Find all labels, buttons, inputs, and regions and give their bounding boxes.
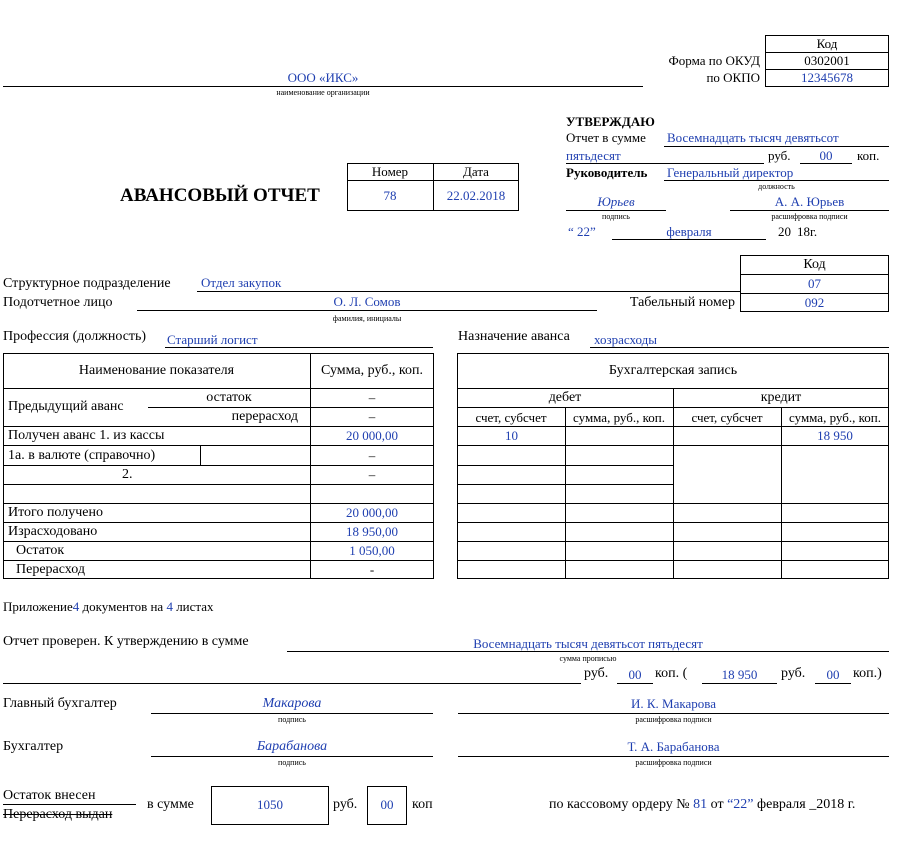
attachment-text-1: Приложение [3, 599, 73, 614]
accountant-name: Т. А. Барабанова [627, 739, 720, 754]
underline [458, 756, 889, 757]
order-text-2: от [710, 797, 724, 812]
name-caption: расшифровка подписи [771, 212, 848, 221]
okpo-label: по ОКПО [706, 70, 760, 85]
sum-words-1: Восемнадцать тысяч девятьсот [667, 130, 839, 145]
credit-amount-header: сумма, руб., коп. [789, 410, 881, 425]
order-day: “22” [727, 797, 754, 812]
tab-number: 092 [804, 295, 825, 310]
row-line [3, 503, 434, 504]
row2-label: 2. [122, 467, 133, 482]
ostatok-label: остаток [206, 390, 252, 405]
order-text-1: по кассовому ордеру № [549, 797, 690, 812]
underline [730, 210, 889, 211]
deposited-label: Остаток внесен [3, 788, 96, 803]
underline [617, 683, 653, 684]
sum-words-2: пятьдесят [566, 148, 621, 163]
sum-label: Отчет в сумме [566, 130, 646, 145]
credit-amount-value: 18 950 [817, 428, 853, 443]
underline [3, 683, 581, 684]
underline [815, 683, 851, 684]
accountant-label: Бухгалтер [3, 739, 64, 754]
attachment-docs-count: 4 [72, 599, 80, 614]
kop-label: коп. [857, 148, 880, 163]
underline [664, 180, 889, 181]
kop-value-2: 00 [826, 667, 840, 682]
approve-day: “ 22” [568, 224, 596, 239]
sign-caption: подпись [278, 715, 306, 724]
doc-number: 78 [383, 188, 397, 203]
order-year: _2018 г. [809, 797, 856, 812]
row-line [3, 445, 434, 446]
debit-amount-header: сумма, руб., коп. [573, 410, 665, 425]
overspend-label: Перерасход [16, 562, 85, 577]
row-line [3, 426, 434, 427]
underline [165, 347, 433, 348]
chief-signature: Макарова [262, 696, 322, 711]
kop-label-3: коп [412, 797, 433, 812]
debit-account-header: счет, субсчет [475, 410, 547, 425]
underline [3, 86, 643, 87]
row-line [148, 407, 434, 408]
underline [151, 756, 433, 757]
ostatok-value: – [368, 390, 376, 405]
row-line [3, 541, 434, 542]
accounting-title: Бухгалтерская запись [608, 363, 738, 378]
date-label: Дата [463, 164, 489, 179]
row-line [3, 560, 434, 561]
org-name: ООО «ИКС» [287, 70, 359, 85]
overspend-value: - [369, 562, 375, 577]
head-position: Генеральный директор [667, 165, 794, 180]
total-received-value: 20 000,00 [346, 505, 398, 520]
prev-advance-label: Предыдущий аванс [8, 399, 124, 414]
okud-label: Форма по ОКУД [668, 53, 760, 68]
sign-caption: подпись [278, 758, 306, 767]
divider [740, 274, 889, 275]
attachment-text-3: листах [176, 599, 214, 614]
pererashod-label: перерасход [231, 409, 298, 424]
purpose-value: хозрасходы [594, 332, 657, 347]
checked-words: Восемнадцать тысяч девятьсот пятьдесят [473, 636, 703, 651]
divider [740, 293, 889, 294]
number-label: Номер [371, 164, 409, 179]
checked-label: Отчет проверен. К утверждению в сумме [3, 634, 249, 649]
row-line [3, 484, 434, 485]
person-label: Подотчетное лицо [3, 295, 113, 310]
sum-value: 1050 [257, 797, 283, 812]
total-received-label: Итого получено [8, 505, 103, 520]
rub-label: руб. [768, 148, 791, 163]
underline [612, 239, 766, 240]
underline [800, 163, 852, 164]
order-month: февраля [757, 797, 806, 812]
underline [137, 310, 597, 311]
col-name-header: Наименование показателя [78, 363, 235, 378]
underline [664, 146, 889, 147]
currency-value: – [368, 448, 376, 463]
row-line [3, 465, 434, 466]
amount-figures: 18 950 [721, 667, 758, 682]
pererashod-value: – [368, 409, 376, 424]
issued-label: Перерасход выдан [3, 807, 113, 822]
rub-label-3: руб. [333, 797, 358, 812]
credit-account-header: счет, субсчет [691, 410, 763, 425]
kod-label-2: Код [803, 257, 826, 272]
document-title: АВАНСОВЫЙ ОТЧЕТ [120, 185, 320, 206]
attachment-sheets-count: 4 [166, 599, 173, 614]
division-label: Структурное подразделение [3, 276, 171, 291]
chief-label: Главный бухгалтер [3, 696, 117, 711]
rub-label-2: руб. [781, 666, 806, 681]
spent-value: 18 950,00 [346, 524, 398, 539]
underline [590, 347, 889, 348]
approve-title: УТВЕРЖДАЮ [566, 114, 655, 129]
head-label: Руководитель [566, 165, 648, 180]
name-caption: расшифровка подписи [635, 715, 712, 724]
doc-date: 22.02.2018 [446, 188, 506, 203]
attachment-text-2: документов на [82, 599, 164, 614]
approve-year-suffix: 18г. [797, 224, 818, 239]
accountant-signature: Барабанова [256, 739, 328, 754]
cell-divider [200, 445, 201, 465]
kop-label-2: коп.) [853, 666, 882, 681]
row2-value: – [368, 467, 376, 482]
words-caption: сумма прописью [559, 654, 617, 663]
division-value: Отдел закупок [201, 275, 282, 290]
approve-year-prefix: 20 [778, 224, 791, 239]
okud-value: 0302001 [804, 53, 850, 68]
rub-label-1: руб. [584, 666, 609, 681]
row-line [3, 388, 434, 389]
underline [566, 210, 666, 211]
order-line [549, 798, 855, 812]
remainder-value: 1 050,00 [349, 543, 395, 558]
underline [566, 163, 764, 164]
underline [3, 804, 136, 805]
person-name: О. Л. Сомов [333, 294, 401, 309]
name-caption: расшифровка подписи [635, 758, 712, 767]
underline [287, 651, 889, 652]
kop-label-1: коп. ( [655, 666, 688, 681]
col-sum-header: Сумма, руб., коп. [321, 363, 423, 378]
kod-label: Код [816, 36, 838, 51]
debit-header: дебет [548, 390, 582, 405]
head-name: А. А. Юрьев [774, 194, 845, 209]
division-code: 07 [808, 276, 821, 291]
in-sum-label: в сумме [147, 797, 194, 812]
chief-name: И. К. Макарова [630, 696, 716, 711]
underline [458, 713, 889, 714]
kop-value-1: 00 [628, 667, 642, 682]
purpose-label: Назначение аванса [458, 329, 570, 344]
attachment-line [3, 600, 214, 613]
kop-value-3: 00 [380, 797, 394, 812]
person-caption: фамилия, инициалы [332, 314, 402, 323]
underline [702, 683, 777, 684]
currency-label: 1а. в валюте (справочно) [8, 448, 156, 463]
okpo-value: 12345678 [801, 70, 853, 85]
kop-value: 00 [819, 148, 833, 163]
underline [151, 713, 433, 714]
row-line [3, 522, 434, 523]
profession-value: Старший логист [167, 332, 258, 347]
debit-account-value: 10 [505, 428, 518, 443]
remainder-label: Остаток [16, 543, 65, 558]
tab-label: Табельный номер [629, 295, 735, 310]
received-label: Получен аванс 1. из кассы [8, 428, 165, 443]
profession-label: Профессия (должность) [3, 329, 147, 344]
sign-caption: подпись [602, 212, 630, 221]
position-caption: должность [758, 182, 795, 191]
order-number: 81 [693, 797, 708, 812]
org-caption: наименование организации [276, 88, 370, 97]
col-divider [565, 407, 566, 579]
credit-header: кредит [760, 390, 802, 405]
underline [197, 291, 740, 292]
head-signature: Юрьев [597, 194, 635, 209]
received-value: 20 000,00 [346, 428, 398, 443]
spent-label: Израсходовано [8, 524, 98, 539]
approve-month: февраля [666, 224, 712, 239]
